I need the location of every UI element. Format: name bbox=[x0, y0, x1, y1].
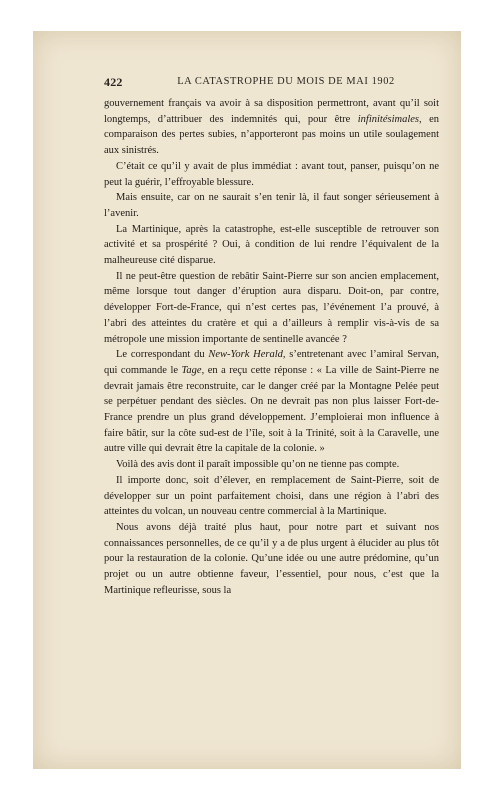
text-run: C’était ce qu’il y avait de plus immédiat : avant tout, panser, puisqu’on ne peut la guérir, l’effroyable blessure. bbox=[104, 160, 439, 188]
text-run: Il importe donc, soit d’élever, en remplacement de Saint-Pierre, soit de développer sur un point parfaitement choisi, dans une région à l’abri des atteintes du volcan, un nouveau centre commercial à la Martinique. bbox=[104, 474, 439, 518]
text-run: Mais ensuite, car on ne saurait s’en tenir là, il faut songer sérieusement à l’avenir. bbox=[104, 192, 439, 219]
text-run: en comparaison des pertes subies, n’apporteront pas moins un utile soulagement aux sinistrés. bbox=[104, 113, 439, 157]
paragraph bbox=[104, 520, 439, 599]
paragraph bbox=[104, 190, 439, 221]
running-title: LA CATASTROPHE DU MOIS DE MAI 1902 bbox=[177, 76, 395, 87]
paragraph bbox=[104, 457, 439, 473]
paragraph bbox=[104, 96, 439, 159]
paragraph bbox=[104, 473, 439, 520]
paragraph bbox=[104, 347, 439, 457]
text-run: La Martinique, après la catastrophe, est-elle susceptible de retrouver son activité et sa prospérité ? Oui, à condition de lui rendre l’équivalent de la malheureuse cité disparue. bbox=[104, 223, 439, 267]
page-header bbox=[70, 75, 432, 89]
text-run: Le correspondant du bbox=[116, 349, 209, 361]
italic-text: Tage, bbox=[181, 364, 205, 376]
text-run: s’entretenant avec l’amiral Servan, qui commande le bbox=[104, 349, 439, 376]
paragraph bbox=[104, 222, 439, 269]
text-run: Voilà des avis dont il paraît impossible qu’on ne tienne pas compte. bbox=[116, 459, 400, 471]
paragraph bbox=[104, 159, 439, 190]
text-run: gouvernement français va avoir à sa disposition permettront, avant qu’il soit longtemps, d’attribuer des indemnités qui, pour être bbox=[104, 98, 439, 125]
italic-text: infinitésimales, bbox=[357, 113, 422, 125]
page-body bbox=[104, 96, 439, 599]
text-run: en a reçu cette réponse : « La ville de Saint-Pierre ne devrait jamais être reconstruite, car le danger créé par la Montagne Pelée peut se perpétuer pendant des siècles. On ne devrait pas non plus laisser Fort-de-France prendre un plus grand développement. J’emploierai mon influence à faire bâtir, sur la côte sud-est de l’île, soit à la Trinité, soit à la Caravelle, une autre ville qui devrait être la capitale de la colonie. » bbox=[104, 364, 440, 455]
text-run: Il ne peut-être question de rebâtir Saint-Pierre sur son ancien emplacement, même lorsque tout danger d’éruption aura disparu. Doit-on, par contre, développer Fort-de-France, qui n’est certes pas, l’événement l’a prouvé, à l’abri des atteintes du cratère et qui a d’ailleurs à remplir vis-à-vis de sa métropole une mission importante de sentinelle avancée ? bbox=[104, 270, 439, 345]
italic-text: New-York Herald, bbox=[208, 349, 286, 361]
page-number: 422 bbox=[104, 75, 123, 89]
paragraph bbox=[104, 269, 439, 348]
text-run: Nous avons déjà traité plus haut, pour notre part et suivant nos connaissances personnelles, de ce qu’il y a de plus urgent à élucider au plus tôt pour la restauration de la colonie. Qu’une idée ou une autre prédomine, qu’un projet ou un autre obtienne faveur, l’essentiel, pour nous, c’est que la Martinique refleurisse, sous la bbox=[104, 521, 439, 596]
